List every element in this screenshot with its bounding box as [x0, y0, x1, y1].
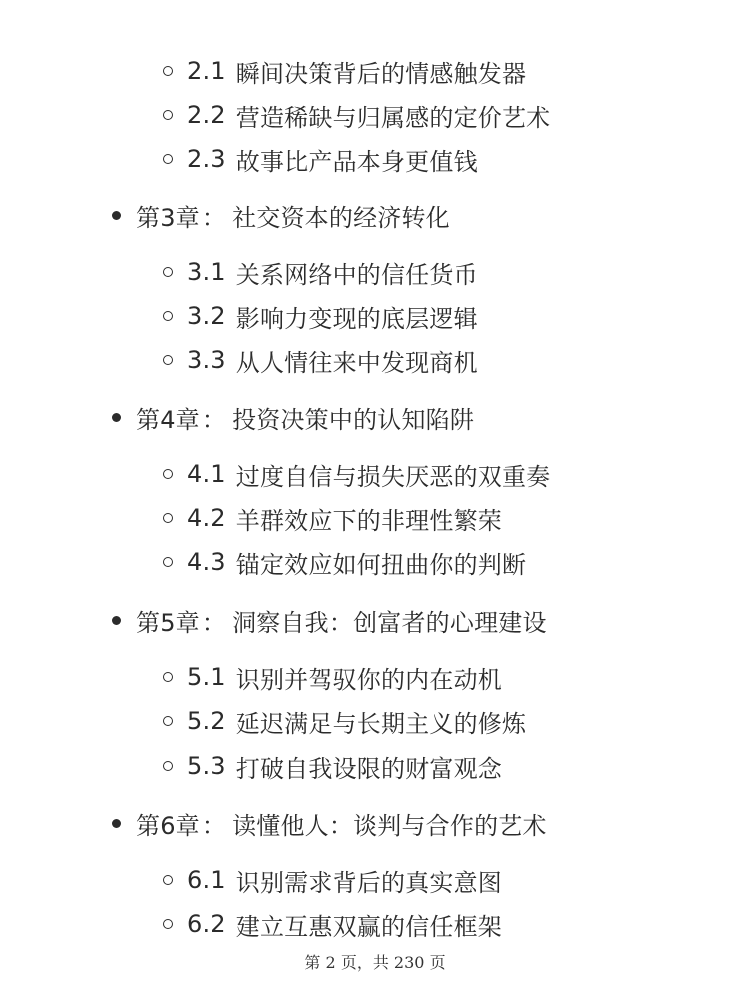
circle-bullet-icon	[163, 875, 173, 885]
section-number: 4.3	[187, 548, 226, 576]
section-number: 2.2	[187, 101, 226, 129]
disc-bullet-icon	[112, 413, 121, 422]
section-number: 3.2	[187, 302, 226, 330]
current-page-number: 2	[325, 953, 336, 972]
circle-bullet-icon	[163, 919, 173, 929]
toc-section-4-3[interactable]	[163, 545, 526, 579]
disc-bullet-icon	[112, 616, 121, 625]
toc-chapter-3[interactable]	[112, 198, 450, 232]
section-number: 4.1	[187, 460, 226, 488]
chapter-separator: ：	[201, 203, 227, 232]
chapter-label: 第3章	[136, 203, 200, 232]
section-number: 5.3	[187, 752, 226, 780]
circle-bullet-icon	[163, 355, 173, 365]
section-number: 5.1	[187, 663, 226, 691]
section-title: 从人情往来中发现商机	[235, 348, 478, 377]
circle-bullet-icon	[163, 267, 173, 277]
disc-bullet-icon	[112, 211, 121, 220]
toc-section-3-1[interactable]	[163, 255, 478, 289]
chapter-label: 第4章	[136, 405, 200, 434]
section-title: 营造稀缺与归属感的定价艺术	[235, 103, 551, 132]
section-title: 锚定效应如何扭曲你的判断	[235, 550, 527, 579]
toc-section-5-3[interactable]	[163, 749, 502, 783]
toc-section-2-3[interactable]	[163, 142, 478, 176]
section-number: 5.2	[187, 707, 226, 735]
chapter-title: 社交资本的经济转化	[232, 203, 450, 232]
circle-bullet-icon	[163, 469, 173, 479]
circle-bullet-icon	[163, 557, 173, 567]
section-number: 2.3	[187, 145, 226, 173]
toc-section-4-2[interactable]	[163, 501, 502, 535]
section-title: 打破自我设限的财富观念	[235, 754, 502, 783]
toc-chapter-5[interactable]	[112, 603, 547, 637]
section-title: 识别并驾驭你的内在动机	[235, 665, 502, 694]
toc-section-6-2[interactable]	[163, 907, 502, 941]
chapter-title: 投资决策中的认知陷阱	[232, 405, 475, 434]
circle-bullet-icon	[163, 513, 173, 523]
toc-section-5-1[interactable]	[163, 660, 502, 694]
section-number: 6.1	[187, 866, 226, 894]
section-number: 3.1	[187, 258, 226, 286]
circle-bullet-icon	[163, 672, 173, 682]
toc-section-5-2[interactable]	[163, 704, 526, 738]
circle-bullet-icon	[163, 311, 173, 321]
toc-chapter-6[interactable]	[112, 806, 547, 840]
disc-bullet-icon	[112, 819, 121, 828]
toc-chapter-4[interactable]	[112, 400, 474, 434]
toc-section-3-2[interactable]	[163, 299, 478, 333]
toc-section-6-1[interactable]	[163, 863, 502, 897]
section-title: 识别需求背后的真实意图	[235, 868, 502, 897]
section-number: 3.3	[187, 346, 226, 374]
circle-bullet-icon	[163, 716, 173, 726]
section-title: 瞬间决策背后的情感触发器	[235, 59, 527, 88]
circle-bullet-icon	[163, 154, 173, 164]
toc-section-2-1[interactable]	[163, 54, 526, 88]
section-title: 延迟满足与长期主义的修炼	[235, 709, 527, 738]
chapter-title: 洞察自我：创富者的心理建设	[232, 608, 547, 637]
section-title: 影响力变现的底层逻辑	[235, 304, 478, 333]
section-title: 过度自信与损失厌恶的双重奏	[235, 462, 551, 491]
footer-suffix: 页	[429, 953, 446, 972]
footer-prefix: 第	[304, 953, 321, 972]
chapter-label: 第6章	[136, 811, 200, 840]
chapter-separator: ：	[201, 608, 227, 637]
circle-bullet-icon	[163, 66, 173, 76]
footer-middle: 页，共	[340, 953, 389, 972]
chapter-separator: ：	[201, 405, 227, 434]
chapter-separator: ：	[201, 811, 227, 840]
toc-section-2-2[interactable]	[163, 98, 550, 132]
circle-bullet-icon	[163, 110, 173, 120]
toc-section-3-3[interactable]	[163, 343, 478, 377]
section-title: 建立互惠双赢的信任框架	[235, 912, 502, 941]
section-number: 4.2	[187, 504, 226, 532]
section-number: 6.2	[187, 910, 226, 938]
circle-bullet-icon	[163, 761, 173, 771]
section-title: 故事比产品本身更值钱	[235, 147, 478, 176]
total-pages: 230	[393, 953, 425, 972]
chapter-label: 第5章	[136, 608, 200, 637]
section-title: 关系网络中的信任货币	[235, 260, 478, 289]
section-number: 2.1	[187, 57, 226, 85]
page-footer	[0, 950, 750, 973]
toc-section-4-1[interactable]	[163, 457, 550, 491]
chapter-title: 读懂他人：谈判与合作的艺术	[232, 811, 547, 840]
section-title: 羊群效应下的非理性繁荣	[235, 506, 502, 535]
